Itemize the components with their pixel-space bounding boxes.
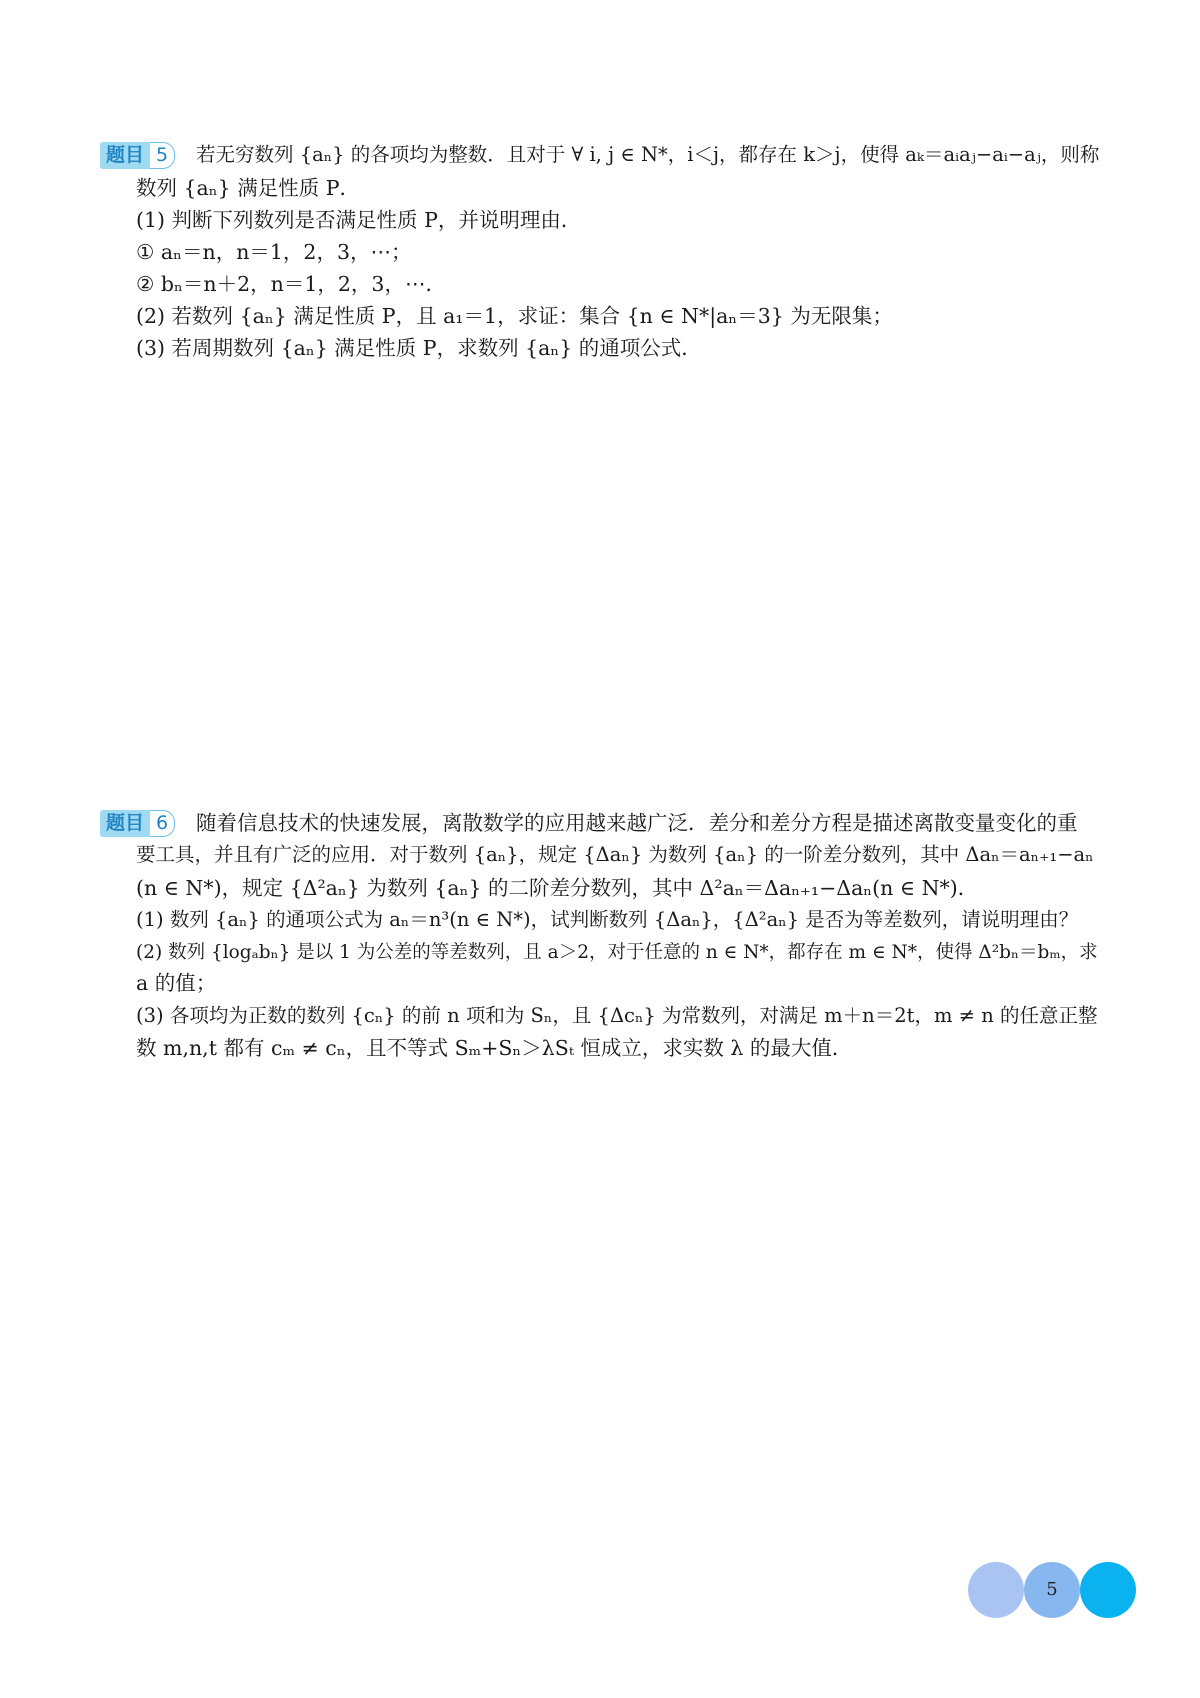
problem-tag bbox=[100, 140, 175, 170]
problem-text-line: ① aₙ＝n，n＝1，2，3，⋯； bbox=[136, 240, 412, 264]
problem-text-line: (n ∈ N*)，规定 {Δ²aₙ} 为数列 {aₙ} 的二阶差分数列，其中 Δ²aₙ＝Δaₙ₊₁−Δaₙ(n ∈ N*)． bbox=[136, 876, 979, 900]
problem-tag-label: 题目 bbox=[100, 142, 150, 169]
problem-text-line: (3) 若周期数列 {aₙ} 满足性质 P，求数列 {aₙ} 的通项公式． bbox=[136, 336, 702, 360]
decorative-circle bbox=[968, 1562, 1024, 1618]
problem-text-line: 数列 {aₙ} 满足性质 P． bbox=[136, 176, 361, 200]
decorative-circle bbox=[1080, 1562, 1136, 1618]
problem-number: 5 bbox=[150, 142, 175, 169]
page-number: 5 bbox=[1046, 1579, 1058, 1600]
problem-text-line: 数 m,n,t 都有 cₘ ≠ cₙ，且不等式 Sₘ+Sₙ＞λSₜ 恒成立，求实数 λ 的最大值． bbox=[136, 1036, 853, 1060]
problem-text-line: (3) 各项均为正数的数列 {cₙ} 的前 n 项和为 Sₙ，且 {Δcₙ} 为常数列，对满足 m＋n＝2t，m ≠ n 的任意正整 bbox=[136, 1004, 1098, 1027]
problem-text-line: 要工具，并且有广泛的应用．对于数列 {aₙ}，规定 {Δaₙ} 为数列 {aₙ} 的一阶差分数列，其中 Δaₙ＝aₙ₊₁−aₙ bbox=[136, 843, 1094, 866]
problem-text-line: 若无穷数列 {aₙ} 的各项均为整数．且对于 ∀ i, j ∈ N*，i＜j，都存在 k＞j，使得 aₖ＝aᵢaⱼ−aᵢ−aⱼ，则称 bbox=[196, 143, 1100, 166]
problem-number: 6 bbox=[150, 810, 175, 837]
problem-text-line: (2) 若数列 {aₙ} 满足性质 P，且 a₁＝1，求证：集合 {n ∈ N*|aₙ＝3} 为无限集； bbox=[136, 304, 893, 328]
page-number-badge bbox=[968, 1562, 1148, 1618]
problem-tag-label: 题目 bbox=[100, 810, 150, 837]
problem-tag bbox=[100, 808, 175, 838]
problem-text-line: 随着信息技术的快速发展，离散数学的应用越来越广泛．差分和差分方程是描述离散变量变化的重 bbox=[196, 811, 1078, 835]
problem-text-line: (2) 数列 {logₐbₙ} 是以 1 为公差的等差数列，且 a＞2，对于任意的 n ∈ N*，都存在 m ∈ N*，使得 Δ²bₙ＝bₘ，求 bbox=[136, 942, 1098, 963]
problem-text-line: (1) 判断下列数列是否满足性质 P，并说明理由． bbox=[136, 208, 582, 232]
problem-text-line: (1) 数列 {aₙ} 的通项公式为 aₙ＝n³(n ∈ N*)，试判断数列 {Δaₙ}，{Δ²aₙ} 是否为等差数列，请说明理由？ bbox=[136, 908, 1079, 931]
problem-text-line: a 的值； bbox=[136, 971, 217, 995]
problem-text-line: ② bₙ＝n＋2，n＝1，2，3，⋯． bbox=[136, 272, 446, 296]
